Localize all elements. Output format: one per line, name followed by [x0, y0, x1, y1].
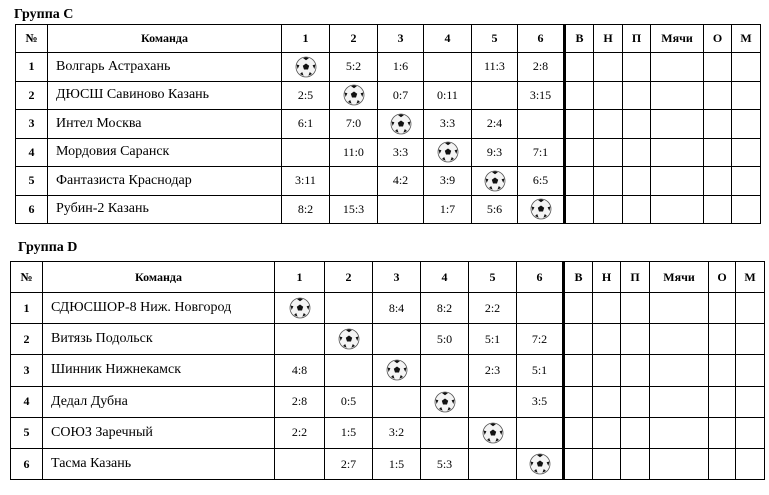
stat-cell: [593, 293, 621, 324]
stat-cell: [736, 417, 765, 448]
stat-cell: [704, 138, 732, 167]
stat-cell: [709, 324, 736, 355]
score-cell: 6:5: [518, 167, 565, 196]
score-cell: 4:8: [275, 355, 325, 386]
score-cell: [421, 417, 469, 448]
header-opponent-5: 5: [469, 262, 517, 293]
team-name: Волгарь Астрахань: [48, 53, 282, 82]
stat-cell: [564, 448, 593, 479]
stat-cell: [650, 417, 709, 448]
team-name: Фантазиста Краснодар: [48, 167, 282, 196]
row-number: 3: [11, 355, 43, 386]
score-cell: 8:2: [421, 293, 469, 324]
score-cell: [325, 355, 373, 386]
stat-cell: [621, 417, 650, 448]
table-row: [11, 386, 765, 417]
stat-cell: [621, 386, 650, 417]
stat-cell: [593, 355, 621, 386]
stat-cell: [623, 81, 651, 110]
team-name: СОЮЗ Заречный: [43, 417, 275, 448]
score-cell: 4:2: [378, 167, 424, 196]
score-cell: 0:7: [378, 81, 424, 110]
stat-cell: [732, 195, 761, 224]
stat-cell: [564, 293, 593, 324]
team-name: Шинник Нижнекамск: [43, 355, 275, 386]
diagonal-cell: [378, 110, 424, 139]
score-cell: 2:2: [275, 417, 325, 448]
stat-cell: [623, 110, 651, 139]
score-cell: 7:2: [517, 324, 564, 355]
header-stat-5: О: [704, 25, 732, 53]
stat-cell: [732, 110, 761, 139]
diagonal-cell: [282, 53, 330, 82]
header-stat-4: Мячи: [650, 262, 709, 293]
stat-cell: [565, 195, 594, 224]
diagonal-cell: [424, 138, 472, 167]
team-name: Витязь Подольск: [43, 324, 275, 355]
score-cell: 7:0: [330, 110, 378, 139]
stat-cell: [565, 53, 594, 82]
score-cell: 6:1: [282, 110, 330, 139]
group-c-title: Группа C: [14, 7, 74, 22]
score-cell: 5:3: [421, 448, 469, 479]
header-opponent-3: 3: [373, 262, 421, 293]
score-cell: 3:9: [424, 167, 472, 196]
stat-cell: [736, 355, 765, 386]
stat-cell: [651, 195, 704, 224]
header-team: Команда: [43, 262, 275, 293]
soccer-ball-icon: [484, 170, 506, 192]
stat-cell: [623, 195, 651, 224]
score-cell: 8:4: [373, 293, 421, 324]
score-cell: 5:1: [517, 355, 564, 386]
score-cell: [518, 110, 565, 139]
header-opponent-2: 2: [330, 25, 378, 53]
header-opponent-2: 2: [325, 262, 373, 293]
stat-cell: [565, 81, 594, 110]
stat-cell: [709, 417, 736, 448]
stat-cell: [650, 293, 709, 324]
diagonal-cell: [472, 167, 518, 196]
soccer-ball-icon: [338, 328, 360, 350]
header-opponent-4: 4: [424, 25, 472, 53]
soccer-ball-icon: [289, 297, 311, 319]
header-stat-2: Н: [594, 25, 623, 53]
diagonal-cell: [325, 324, 373, 355]
header-opponent-4: 4: [421, 262, 469, 293]
diagonal-cell: [275, 293, 325, 324]
stat-cell: [709, 386, 736, 417]
team-name: ДЮСШ Савиново Казань: [48, 81, 282, 110]
stat-cell: [593, 324, 621, 355]
header-team: Команда: [48, 25, 282, 53]
stat-cell: [650, 355, 709, 386]
row-number: 6: [16, 195, 48, 224]
row-number: 4: [11, 386, 43, 417]
score-cell: 2:7: [325, 448, 373, 479]
stat-cell: [651, 110, 704, 139]
row-number: 5: [11, 417, 43, 448]
stat-cell: [736, 293, 765, 324]
stat-cell: [621, 324, 650, 355]
row-number: 1: [16, 53, 48, 82]
score-cell: [517, 293, 564, 324]
team-name: Дедал Дубна: [43, 386, 275, 417]
score-cell: 1:5: [373, 448, 421, 479]
header-num: №: [16, 25, 48, 53]
score-cell: 2:4: [472, 110, 518, 139]
score-cell: [378, 195, 424, 224]
score-cell: 3:11: [282, 167, 330, 196]
header-opponent-3: 3: [378, 25, 424, 53]
header-stat-1: В: [564, 262, 593, 293]
score-cell: 5:6: [472, 195, 518, 224]
stat-cell: [621, 448, 650, 479]
score-cell: [469, 448, 517, 479]
soccer-ball-icon: [530, 198, 552, 220]
stat-cell: [593, 417, 621, 448]
score-cell: 9:3: [472, 138, 518, 167]
row-number: 3: [16, 110, 48, 139]
soccer-ball-icon: [386, 359, 408, 381]
stat-cell: [732, 53, 761, 82]
team-name: Интел Москва: [48, 110, 282, 139]
score-cell: 7:1: [518, 138, 565, 167]
row-number: 5: [16, 167, 48, 196]
table-row: [16, 81, 761, 110]
stat-cell: [593, 386, 621, 417]
stat-cell: [650, 386, 709, 417]
score-cell: [472, 81, 518, 110]
stat-cell: [623, 53, 651, 82]
stat-cell: [564, 386, 593, 417]
group-c-table: [15, 24, 761, 224]
score-cell: [424, 53, 472, 82]
table-row: [11, 417, 765, 448]
score-cell: 5:0: [421, 324, 469, 355]
table-row: [11, 293, 765, 324]
stat-cell: [736, 448, 765, 479]
stat-cell: [621, 293, 650, 324]
diagonal-cell: [421, 386, 469, 417]
stat-cell: [732, 81, 761, 110]
header-stat-3: П: [621, 262, 650, 293]
header-num: №: [11, 262, 43, 293]
diagonal-cell: [469, 417, 517, 448]
diagonal-cell: [518, 195, 565, 224]
soccer-ball-icon: [482, 422, 504, 444]
score-cell: 3:5: [517, 386, 564, 417]
group-d-title: Группа D: [18, 240, 78, 255]
score-cell: 5:1: [469, 324, 517, 355]
header-stat-4: Мячи: [651, 25, 704, 53]
header-stat-3: П: [623, 25, 651, 53]
table-row: [16, 110, 761, 139]
score-cell: 0:5: [325, 386, 373, 417]
diagonal-cell: [330, 81, 378, 110]
stat-cell: [623, 138, 651, 167]
header-stat-6: М: [736, 262, 765, 293]
team-name: СДЮСШОР-8 Ниж. Новгород: [43, 293, 275, 324]
stat-cell: [704, 167, 732, 196]
stat-cell: [650, 448, 709, 479]
stat-cell: [704, 53, 732, 82]
score-cell: 3:3: [378, 138, 424, 167]
stat-cell: [594, 138, 623, 167]
score-cell: [421, 355, 469, 386]
stat-cell: [594, 195, 623, 224]
team-name: Тасма Казань: [43, 448, 275, 479]
stat-cell: [651, 167, 704, 196]
header-opponent-6: 6: [518, 25, 565, 53]
header-opponent-6: 6: [517, 262, 564, 293]
score-cell: [469, 386, 517, 417]
stat-cell: [651, 53, 704, 82]
soccer-ball-icon: [437, 141, 459, 163]
header-opponent-1: 1: [275, 262, 325, 293]
score-cell: 3:3: [424, 110, 472, 139]
score-cell: [275, 448, 325, 479]
stat-cell: [736, 386, 765, 417]
stat-cell: [564, 324, 593, 355]
score-cell: [282, 138, 330, 167]
stat-cell: [594, 81, 623, 110]
stat-cell: [565, 138, 594, 167]
stat-cell: [594, 53, 623, 82]
stat-cell: [594, 110, 623, 139]
soccer-ball-icon: [390, 113, 412, 135]
score-cell: 3:15: [518, 81, 565, 110]
score-cell: 5:2: [330, 53, 378, 82]
stat-cell: [704, 195, 732, 224]
table-row: [16, 167, 761, 196]
stat-cell: [564, 417, 593, 448]
soccer-ball-icon: [529, 453, 551, 475]
score-cell: [275, 324, 325, 355]
stat-cell: [709, 293, 736, 324]
soccer-ball-icon: [343, 84, 365, 106]
table-row: [16, 138, 761, 167]
stat-cell: [565, 110, 594, 139]
stat-cell: [732, 138, 761, 167]
score-cell: 2:2: [469, 293, 517, 324]
stat-cell: [732, 167, 761, 196]
score-cell: 11:0: [330, 138, 378, 167]
table-row: [11, 355, 765, 386]
score-cell: 11:3: [472, 53, 518, 82]
header-stat-5: О: [709, 262, 736, 293]
header-stat-6: М: [732, 25, 761, 53]
diagonal-cell: [517, 448, 564, 479]
table-row: [11, 324, 765, 355]
score-cell: 2:8: [518, 53, 565, 82]
row-number: 2: [16, 81, 48, 110]
header-opponent-5: 5: [472, 25, 518, 53]
score-cell: 8:2: [282, 195, 330, 224]
row-number: 1: [11, 293, 43, 324]
table-row: [16, 53, 761, 82]
score-cell: 15:3: [330, 195, 378, 224]
stat-cell: [704, 81, 732, 110]
diagonal-cell: [373, 355, 421, 386]
score-cell: [373, 324, 421, 355]
score-cell: 2:5: [282, 81, 330, 110]
score-cell: [330, 167, 378, 196]
score-cell: [517, 417, 564, 448]
stat-cell: [623, 167, 651, 196]
row-number: 4: [16, 138, 48, 167]
team-name: Мордовия Саранск: [48, 138, 282, 167]
score-cell: 0:11: [424, 81, 472, 110]
stat-cell: [651, 138, 704, 167]
team-name: Рубин-2 Казань: [48, 195, 282, 224]
stat-cell: [736, 324, 765, 355]
score-cell: 1:5: [325, 417, 373, 448]
score-cell: 2:8: [275, 386, 325, 417]
header-stat-1: В: [565, 25, 594, 53]
score-cell: [325, 293, 373, 324]
stat-cell: [709, 448, 736, 479]
stat-cell: [593, 448, 621, 479]
stat-cell: [709, 355, 736, 386]
stat-cell: [651, 81, 704, 110]
stat-cell: [621, 355, 650, 386]
header-opponent-1: 1: [282, 25, 330, 53]
score-cell: [373, 386, 421, 417]
stat-cell: [650, 324, 709, 355]
stat-cell: [704, 110, 732, 139]
header-stat-2: Н: [593, 262, 621, 293]
score-cell: 3:2: [373, 417, 421, 448]
table-row: [11, 448, 765, 479]
stat-cell: [594, 167, 623, 196]
score-cell: 1:7: [424, 195, 472, 224]
group-d-table: [10, 261, 765, 480]
stat-cell: [564, 355, 593, 386]
row-number: 2: [11, 324, 43, 355]
score-cell: 1:6: [378, 53, 424, 82]
row-number: 6: [11, 448, 43, 479]
stat-cell: [565, 167, 594, 196]
score-cell: 2:3: [469, 355, 517, 386]
table-row: [16, 195, 761, 224]
soccer-ball-icon: [434, 391, 456, 413]
soccer-ball-icon: [295, 56, 317, 78]
